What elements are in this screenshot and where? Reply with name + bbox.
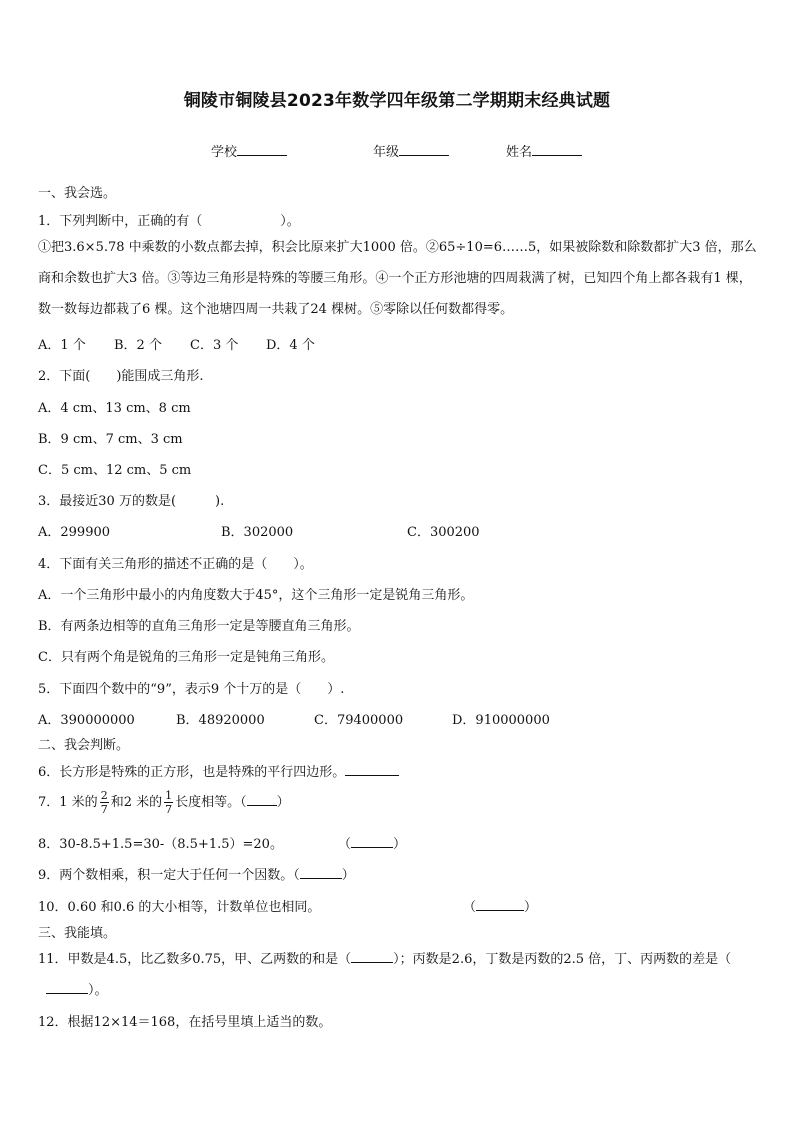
- q5-stem: 5．下面四个数中的“9”，表示9 个十万的是（ ）.: [38, 682, 345, 697]
- q3-option-c[interactable]: C．300200: [407, 525, 480, 540]
- q8-answer: [338, 833, 406, 852]
- q6-text: 6．长方形是特殊的正方形，也是特殊的平行四边形。: [38, 765, 346, 780]
- q11-part3: ）。: [88, 983, 108, 998]
- q2-stem: 2．下面( )能围成三角形.: [38, 369, 204, 384]
- name-field: [506, 141, 582, 160]
- q1-body: ①把3.6×5.78 中乘数的小数点都去掉，积会比原来扩大1000 倍。②65÷10=6……5，如果被除数和除数都扩大3 倍，那么商和余数也扩大3 倍。③等边三角形是特殊的等腰三角形。④一个正方形池塘的四周栽满了树，已知四个角上都各栽有1 棵，数一数每边都栽了6 棵。这个池塘四周一共栽了24 棵树。⑤零除以任何数都得零。: [38, 240, 757, 317]
- grade-field: [373, 141, 449, 160]
- q10-open-paren: （: [463, 900, 477, 915]
- q10-answer: [463, 896, 537, 915]
- q11-line-2: [46, 979, 108, 998]
- q4-option-b[interactable]: B．有两条边相等的直角三角形一定是等腰直角三角形。: [38, 619, 360, 634]
- q2-option-b[interactable]: B．9 cm、7 cm、3 cm: [38, 432, 183, 447]
- q4-stem: 4．下面有关三角形的描述不正确的是（ ）。: [38, 557, 313, 572]
- school-label: 学校: [211, 145, 238, 160]
- q10-answer-blank[interactable]: [476, 898, 524, 911]
- q8-text: 8．30-8.5+1.5=30-（8.5+1.5）=20。: [38, 837, 283, 852]
- q4-option-c[interactable]: C．只有两个角是锐角的三角形一定是钝角三角形。: [38, 650, 334, 665]
- q3-stem: 3．最接近30 万的数是( ).: [38, 494, 225, 509]
- page-title: 铜陵市铜陵县2023年数学四年级第二学期期末经典试题: [183, 91, 611, 111]
- q9-close-paren: ）: [341, 868, 355, 883]
- q3-option-b[interactable]: B．302000: [221, 525, 294, 540]
- grade-blank[interactable]: [399, 143, 449, 156]
- q7-mid: 和2 米的: [110, 795, 163, 810]
- q7-post: 长度相等。（: [175, 795, 247, 810]
- q7-line: [38, 789, 290, 816]
- grade-label: 年级: [373, 145, 400, 160]
- q7-answer-blank[interactable]: [247, 793, 277, 806]
- q11-answer-blank-1[interactable]: [351, 950, 393, 963]
- q11-answer-blank-2[interactable]: [46, 981, 88, 994]
- q1-option-c[interactable]: C．3 个: [190, 338, 239, 353]
- q7-pre: 7．1 米的: [38, 795, 98, 810]
- q7-fraction-1-denominator: 7: [100, 803, 108, 816]
- name-blank[interactable]: [532, 143, 582, 156]
- q2-option-c[interactable]: C．5 cm、12 cm、5 cm: [38, 463, 192, 478]
- q1-option-b[interactable]: B．2 个: [114, 338, 162, 353]
- q7-end: ）: [276, 795, 290, 810]
- section-heading-choose: 一、我会选。: [38, 186, 117, 201]
- q6-line: [38, 761, 399, 780]
- q3-option-a[interactable]: A．299900: [38, 525, 111, 540]
- q11-part1: 11．甲数是4.5，比乙数多0.75，甲、乙两数的和是（: [38, 952, 352, 967]
- q8-open-paren: （: [338, 837, 352, 852]
- section-heading-judge: 二、我会判断。: [38, 738, 130, 753]
- q7-fraction-2: [164, 789, 173, 816]
- q9-answer-blank[interactable]: [300, 866, 342, 879]
- q5-option-a[interactable]: A．390000000: [38, 713, 135, 728]
- q9-line: [38, 864, 355, 883]
- name-label: 姓名: [506, 145, 533, 160]
- q1-stem: 1．下列判断中，正确的有（ ）。: [38, 214, 300, 229]
- q1-option-a[interactable]: A．1 个: [38, 338, 86, 353]
- q1-option-d[interactable]: D．4 个: [266, 338, 315, 353]
- q7-fraction-2-numerator: 1: [165, 789, 173, 802]
- school-field: [211, 141, 287, 160]
- q7-fraction-1: [100, 789, 109, 816]
- q5-option-b[interactable]: B．48920000: [176, 713, 265, 728]
- q7-fraction-2-denominator: 7: [165, 803, 173, 816]
- q11-part2: ）；丙数是2.6，丁数是丙数的2.5 倍，丁、丙两数的差是（: [393, 952, 732, 967]
- q4-option-a[interactable]: A．一个三角形中最小的内角度数大于45°，这个三角形一定是锐角三角形。: [38, 588, 474, 603]
- q8-answer-blank[interactable]: [351, 835, 393, 848]
- section-heading-fill: 三、我能填。: [38, 926, 117, 941]
- q10-text: 10．0.60 和0.6 的大小相等，计数单位也相同。: [38, 900, 321, 915]
- q8-close-paren: ）: [393, 837, 407, 852]
- q11-line-1: [38, 948, 731, 967]
- q9-text: 9．两个数相乘，积一定大于任何一个因数。（: [38, 868, 300, 883]
- q2-option-a[interactable]: A．4 cm、13 cm、8 cm: [38, 401, 191, 416]
- q5-option-d[interactable]: D．910000000: [452, 713, 550, 728]
- q5-option-c[interactable]: C．79400000: [314, 713, 404, 728]
- q10-close-paren: ）: [524, 900, 538, 915]
- q7-fraction-1-numerator: 2: [100, 789, 108, 802]
- q12-text: 12．根据12×14＝168，在括号里填上适当的数。: [38, 1015, 332, 1030]
- school-blank[interactable]: [237, 143, 287, 156]
- q6-answer-blank[interactable]: [345, 763, 399, 776]
